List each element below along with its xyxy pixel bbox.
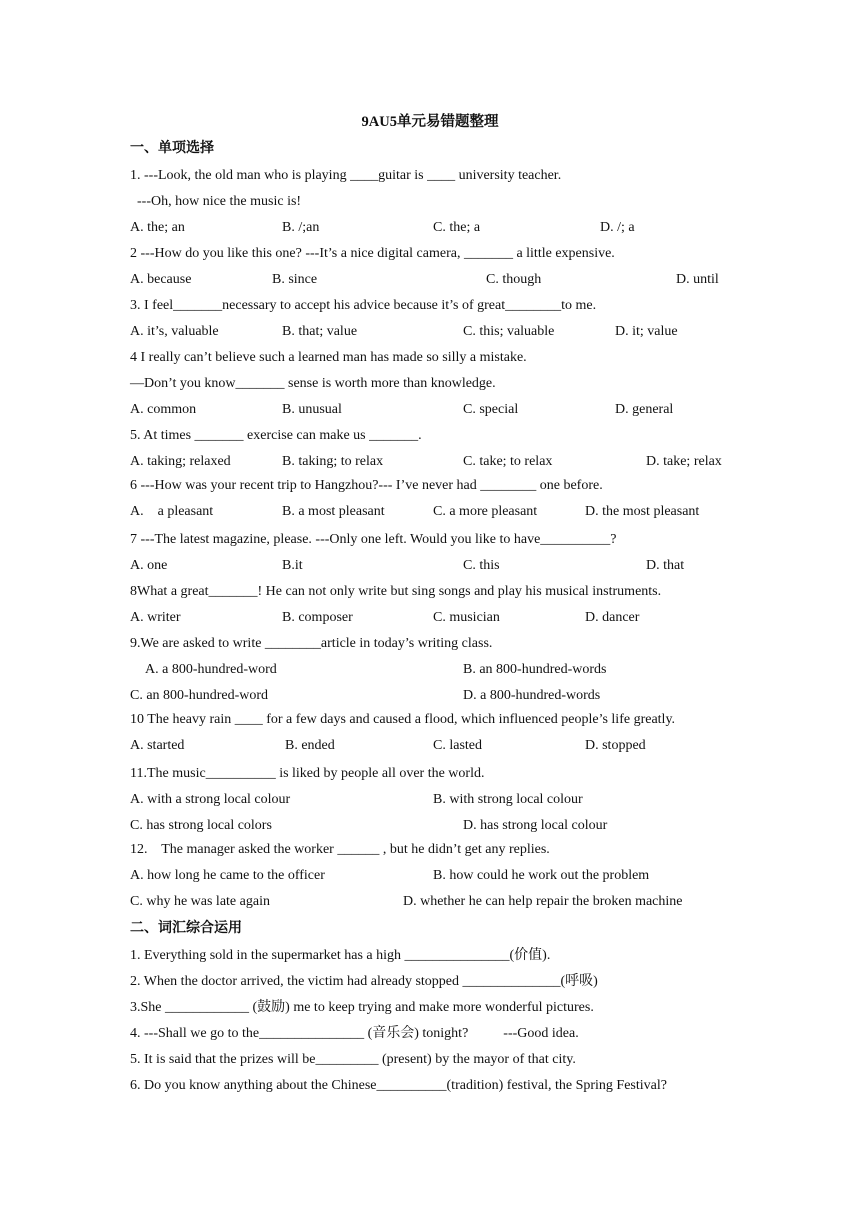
question-2-option-a: A. because	[130, 272, 192, 287]
question-5-option-d: D. take; relax	[646, 454, 722, 469]
vocab-item-3: 3.She ____________ (鼓励) me to keep trying and make more wonderful pictures.	[130, 1000, 594, 1015]
vocab-item-5: 5. It is said that the prizes will be_________ (present) by the mayor of that city.	[130, 1052, 576, 1067]
question-3-option-b: B. that; value	[282, 324, 358, 339]
question-6-option-a: A. a pleasant	[130, 504, 214, 519]
question-4-option-c: C. special	[463, 402, 519, 417]
vocab-item-1: 1. Everything sold in the supermarket has a high _______________(价值).	[130, 948, 551, 963]
question-12-stem: 12. The manager asked the worker ______ , but he didn’t get any replies.	[130, 842, 550, 857]
question-10-option-a: A. started	[130, 738, 185, 753]
question-11-stem: 11.The music__________ is liked by people all over the world.	[130, 766, 485, 781]
question-3-option-d: D. it; value	[615, 324, 678, 339]
question-11-option-c: C. has strong local colors	[130, 818, 272, 833]
question-6-option-c: C. a more pleasant	[433, 504, 538, 519]
question-4-option-b: B. unusual	[282, 402, 342, 417]
question-1-option-a: A. the; an	[130, 220, 185, 235]
vocab-item-2: 2. When the doctor arrived, the victim had already stopped ______________(呼吸)	[130, 974, 598, 989]
question-7-option-b: B.it	[282, 558, 303, 573]
question-4-stem: 4 I really can’t believe such a learned man has made so silly a mistake.	[130, 350, 527, 365]
page-title: 9AU5单元易错题整理	[361, 114, 499, 130]
question-4-option-a: A. common	[130, 402, 197, 417]
section-heading-vocabulary: 二、词汇综合运用	[130, 921, 242, 936]
question-1-stem: 1. ---Look, the old man who is playing ____guitar is ____ university teacher.	[130, 168, 562, 183]
question-10-option-c: C. lasted	[433, 738, 482, 753]
question-8-stem: 8What a great_______! He can not only write but sing songs and play his musical instruments.	[130, 584, 662, 599]
question-10-option-b: B. ended	[285, 738, 335, 753]
question-1-option-d: D. /; a	[600, 220, 635, 235]
vocab-item-6: 6. Do you know anything about the Chinese__________(tradition) festival, the Spring Festival?	[130, 1078, 667, 1093]
question-9-option-c: C. an 800-hundred-word	[130, 688, 269, 703]
question-1-option-c: C. the; a	[433, 220, 481, 235]
question-7-option-c: C. this	[463, 558, 500, 573]
section-heading-single-choice: 一、单项选择	[130, 141, 214, 156]
question-7-option-d: D. that	[646, 558, 685, 573]
question-11-option-d: D. has strong local colour	[463, 818, 608, 833]
question-11-option-a: A. with a strong local colour	[130, 792, 291, 807]
question-5-option-c: C. take; to relax	[463, 454, 553, 469]
question-2-option-c: C. though	[486, 272, 542, 287]
question-9-option-a: A. a 800-hundred-word	[145, 662, 277, 677]
question-6-option-d: D. the most pleasant	[585, 504, 700, 519]
question-3-stem: 3. I feel_______necessary to accept his advice because it’s of great________to me.	[130, 298, 597, 313]
question-4-option-d: D. general	[615, 402, 674, 417]
question-6-option-b: B. a most pleasant	[282, 504, 385, 519]
question-11-option-b: B. with strong local colour	[433, 792, 583, 807]
question-8-option-b: B. composer	[282, 610, 353, 625]
question-1-response: ---Oh, how nice the music is!	[137, 194, 302, 209]
question-4-response: —Don’t you know_______ sense is worth more than knowledge.	[130, 376, 496, 391]
question-7-stem: 7 ---The latest magazine, please. ---Only one left. Would you like to have__________?	[130, 532, 617, 547]
question-7-option-a: A. one	[130, 558, 168, 573]
question-12-option-d: D. whether he can help repair the broken machine	[403, 894, 683, 909]
question-2-option-b: B. since	[272, 272, 318, 287]
question-5-option-b: B. taking; to relax	[282, 454, 384, 469]
question-3-option-a: A. it’s, valuable	[130, 324, 219, 339]
question-8-option-a: A. writer	[130, 610, 181, 625]
question-9-stem: 9.We are asked to write ________article in today’s writing class.	[130, 636, 493, 651]
question-10-option-d: D. stopped	[585, 738, 646, 753]
vocab-item-4: 4. ---Shall we go to the_______________ (音乐会) tonight? ---Good idea.	[130, 1026, 579, 1041]
question-2-stem: 2 ---How do you like this one? ---It’s a nice digital camera, _______ a little expensive.	[130, 246, 615, 261]
question-12-option-b: B. how could he work out the problem	[433, 868, 650, 883]
question-10-stem: 10 The heavy rain ____ for a few days and caused a flood, which influenced people’s life greatly.	[130, 712, 676, 727]
question-2-option-d: D. until	[676, 272, 719, 287]
question-9-option-b: B. an 800-hundred-words	[463, 662, 607, 677]
question-3-option-c: C. this; valuable	[463, 324, 555, 339]
question-6-stem: 6 ---How was your recent trip to Hangzhou?--- I’ve never had ________ one before.	[130, 478, 603, 493]
question-12-option-a: A. how long he came to the officer	[130, 868, 325, 883]
question-12-option-c: C. why he was late again	[130, 894, 270, 909]
question-5-option-a: A. taking; relaxed	[130, 454, 231, 469]
question-8-option-c: C. musician	[433, 610, 500, 625]
question-8-option-d: D. dancer	[585, 610, 640, 625]
question-5-stem: 5. At times _______ exercise can make us _______.	[130, 428, 422, 443]
question-9-option-d: D. a 800-hundred-words	[463, 688, 601, 703]
question-1-option-b: B. /;an	[282, 220, 320, 235]
